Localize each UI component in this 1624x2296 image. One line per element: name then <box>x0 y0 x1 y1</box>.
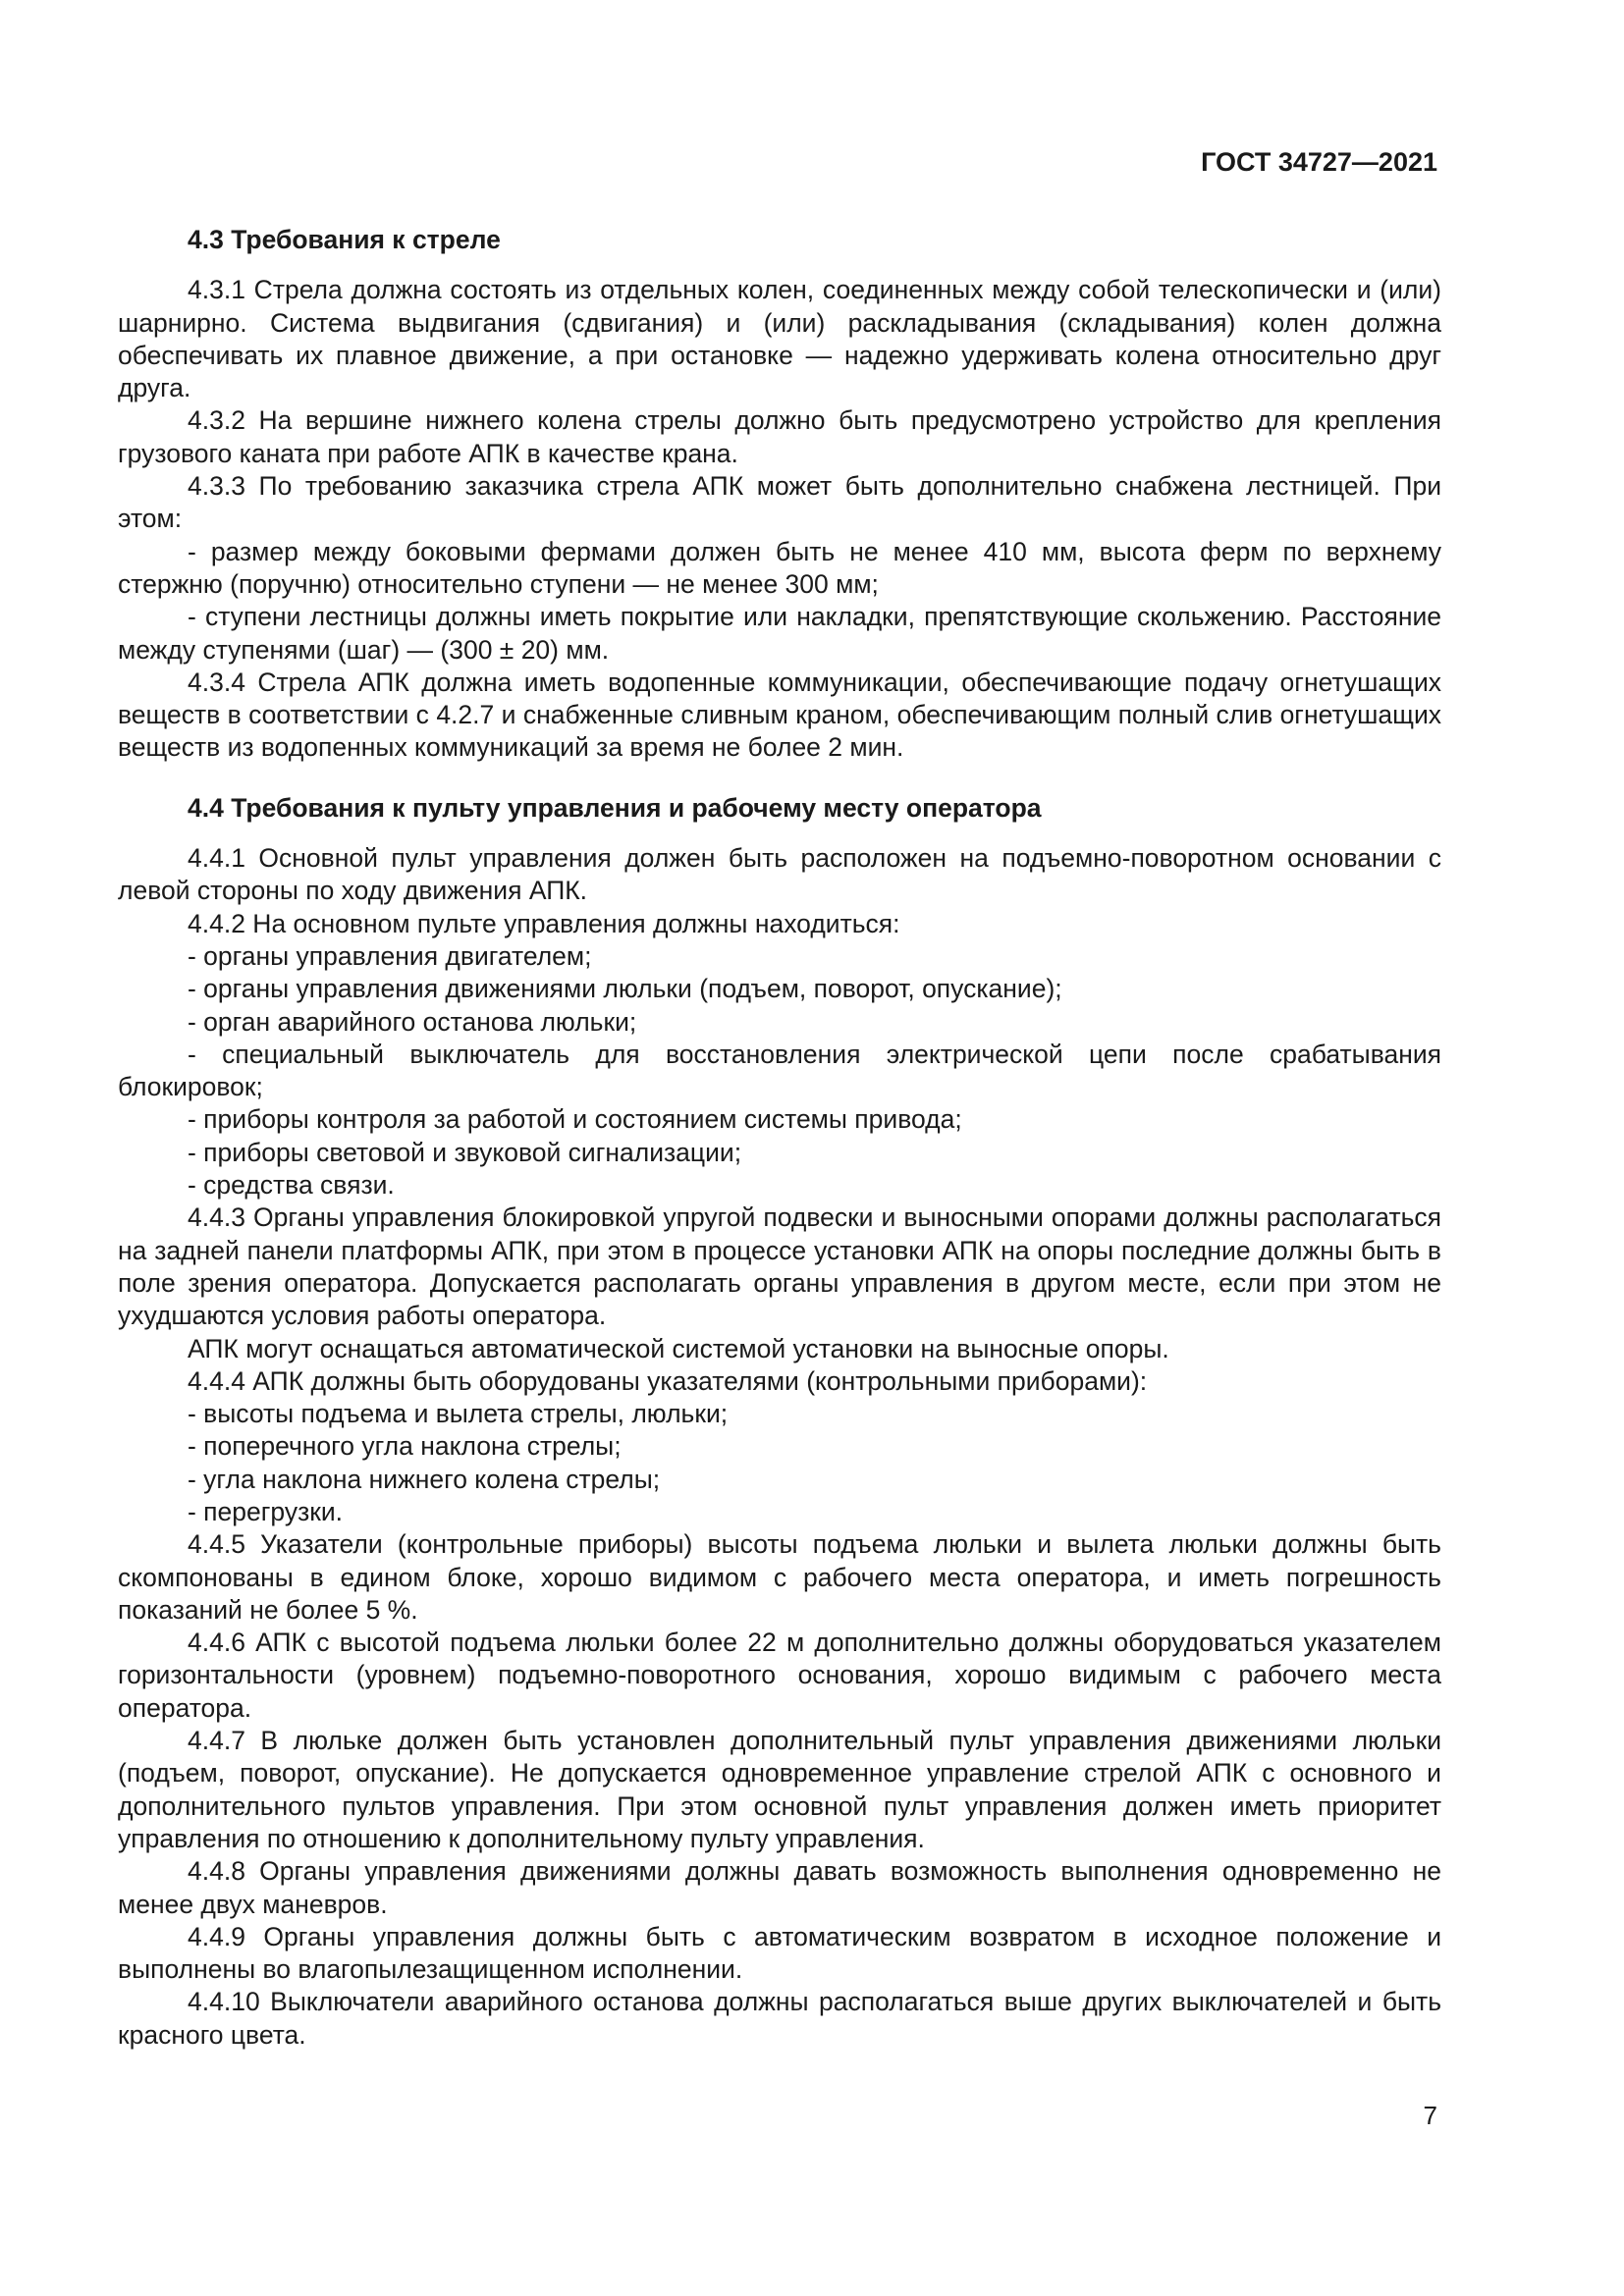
list-item: - размер между боковыми фермами должен быть не менее 410 мм, высота ферм по верхнему стержню (поручню) относительно ступени — не менее 300 мм; <box>118 536 1441 599</box>
clause-4-3-2: 4.3.2 На вершине нижнего колена стрелы должно быть предусмотрено устройство для крепления грузового каната при работе АПК в качестве крана. <box>118 405 1441 468</box>
clause-4-4-3-note: АПК могут оснащаться автоматической системой установки на выносные опоры. <box>188 1333 1169 1363</box>
clause-4-4-10: 4.4.10 Выключатели аварийного останова должны располагаться выше других выключателей и быть красного цвета. <box>118 1987 1441 2050</box>
clause-4-3-4: 4.3.4 Стрела АПК должна иметь водопенные коммуникации, обеспечивающие подачу огнетушащих веществ в соответствии с 4.2.7 и снабженные сливным краном, обеспечивающим полный слив огнетушащих веществ из водопенных коммуникаций за время не более 2 мин. <box>118 667 1441 763</box>
list-item: - специальный выключатель для восстановления электрической цепи после срабатывания блокировок; <box>118 1039 1441 1102</box>
list-item: - приборы контроля за работой и состоянием системы привода; <box>188 1104 962 1135</box>
clause-4-4-6: 4.4.6 АПК с высотой подъема люльки более 22 м дополнительно должны оборудоваться указателем горизонтальности (уровнем) подъемно-поворотного основания, хорошо видимым с рабочего места оператора. <box>118 1628 1441 1723</box>
list-item: - органы управления движениями люльки (подъем, поворот, опускание); <box>188 974 1062 1004</box>
clause-4-3-3: 4.3.3 По требованию заказчика стрела АПК может быть дополнительно снабжена лестницей. При этом: <box>118 471 1441 534</box>
list-item: - поперечного угла наклона стрелы; <box>188 1431 622 1462</box>
page-body <box>118 224 1441 2052</box>
clause-4-4-2: 4.4.2 На основном пульте управления должны находиться: <box>188 908 900 938</box>
page-number: 7 <box>1423 2101 1437 2130</box>
clause-4-4-7: 4.4.7 В люльке должен быть установлен дополнительный пульт управления движениями люльки (подъем, поворот, опускание). Не допускается одновременное управление стрелой АПК с основного и дополнительного пультов управления. При этом основной пульт управления должен иметь приоритет управления по отношению к дополнительному пульту управления. <box>118 1726 1441 1853</box>
list-item: - ступени лестницы должны иметь покрытие или накладки, препятствующие скольжению. Расстояние между ступенями (шаг) — (300 ± 20) мм. <box>118 602 1441 665</box>
list-item: - высоты подъема и вылета стрелы, люльки; <box>188 1399 729 1429</box>
clause-4-4-4: 4.4.4 АПК должны быть оборудованы указателями (контрольными приборами): <box>188 1365 1148 1396</box>
clause-4-3-1: 4.3.1 Стрела должна состоять из отдельных колен, соединенных между собой телескопически и (или) шарнирно. Система выдвигания (сдвигания) и (или) раскладывания (складывания) колен должна обеспечивать их плавное движение, а при остановке — надежно удерживать колена относительно друг друга. <box>118 275 1441 403</box>
list-item: - угла наклона нижнего колена стрелы; <box>188 1464 661 1494</box>
section-4-4-heading: 4.4 Требования к пульту управления и рабочему месту оператора <box>188 792 1042 823</box>
list-item: - перегрузки. <box>188 1496 344 1526</box>
section-4-3-heading: 4.3 Требования к стреле <box>188 225 501 254</box>
list-item: - средства связи. <box>188 1170 395 1201</box>
clause-4-4-1: 4.4.1 Основной пульт управления должен быть расположен на подъемно-поворотном основании с левой стороны по ходу движения АПК. <box>118 843 1441 906</box>
clause-4-4-9: 4.4.9 Органы управления должны быть с автоматическим возвратом в исходное положение и выполнены во влагопылезащищенном исполнении. <box>118 1921 1441 1985</box>
clause-4-4-8: 4.4.8 Органы управления движениями должны давать возможность выполнения одновременно не менее двух маневров. <box>118 1856 1441 1919</box>
list-item: - органы управления двигателем; <box>188 940 592 971</box>
clause-4-4-5: 4.4.5 Указатели (контрольные приборы) высоты подъема люльки и вылета люльки должны быть скомпонованы в едином блоке, хорошо видимом с рабочего места оператора, и иметь погрешность показаний не более 5 %. <box>118 1529 1441 1625</box>
list-item: - приборы световой и звуковой сигнализации; <box>188 1137 742 1167</box>
document-code: ГОСТ 34727—2021 <box>1201 147 1437 177</box>
clause-4-4-3: 4.4.3 Органы управления блокировкой упругой подвески и выносными опорами должны располагаться на задней панели платформы АПК, при этом в процессе установки АПК на опоры последние должны быть в поле зрения оператора. Допускается располагать органы управления в другом месте, если при этом не ухудшаются условия работы оператора. <box>118 1202 1441 1331</box>
list-item: - орган аварийного останова люльки; <box>188 1006 637 1037</box>
